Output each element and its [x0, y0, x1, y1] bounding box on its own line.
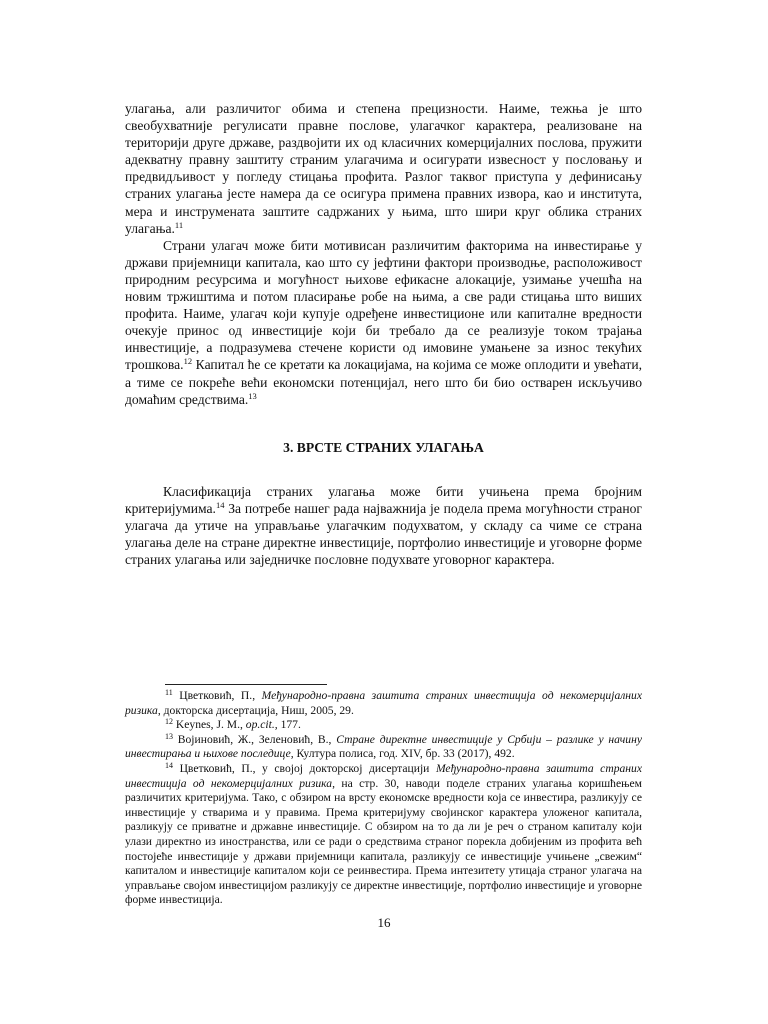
footnote-text: , докторска дисертација, Ниш, 2005, 29. — [157, 703, 354, 717]
footnote-text: Цветковић, П., — [179, 689, 262, 702]
footnote-number: 12 — [165, 717, 173, 727]
footnote-text: , на стр. 30, наводи поделе страних улагања коришћењем различитих критеријума. Тако, с обзиром на врсту економске вредности која се инвестира, разликују се инвестиције у стварима и у правима. Према критеријуму својинског карактера уложеног капитала, разликују се приватне и државне инвестиције. С обзиром на то да ли је реч о страном капиталу који улази директно из иностранства, или се ради о средствима страног порекла добијеним из профита већ постојеће инвестиције у држави пријемници капитала, разликују се инвестиције учињене „свежим“ капиталом и инвестиције капиталом који се реинвестира. Према интезитету утицаја страног улагача на управљање својом инвестицијом разликују се директне инвестиције, портфолио инвестиције и уговорне форме инвестиција. — [125, 776, 642, 907]
footnote-number: 13 — [165, 731, 173, 741]
paragraph-2 — [125, 237, 642, 408]
footnote-12 — [125, 718, 642, 733]
footnote-title: Међународно-правна заштита страних инвестиција од некомерцијалних ризика — [125, 689, 642, 717]
page-number: 16 — [377, 915, 391, 930]
footnote-text: Култура полиса, год. XIV, бр. 33 (2017), 492. — [293, 747, 515, 761]
paragraph-3 — [125, 483, 642, 568]
paragraph-2-text-b: Капитал ће се кретати ка локацијама, на којима се може оплодити и увећати, а тиме се покреће већи економски потенцијал, него што би био остварен искључиво домаћим средствима. — [125, 357, 642, 407]
main-text — [125, 100, 642, 568]
footnote-text: Војиновић, Ж., Зеленовић, В., — [177, 732, 337, 746]
footnote-number: 11 — [165, 688, 173, 697]
footnote-text: Keynes, J. M., — [175, 718, 246, 732]
paragraph-3-text-b: За потребе нашег рада најважнија је подела према могућности страног улагача да утиче на управљање улагачким подухватом, у складу са чиме се страна улагања деле на стране директне инвестиције, портфолио инвестиције и уговорне форме страних улагања или заједничке пословне подухвате уговорног карактера. — [125, 500, 642, 568]
footnote-text: Цветковић, П., у својој докторској дисертацији — [179, 761, 436, 775]
footnote-ref-13[interactable]: 13 — [248, 390, 257, 401]
paragraph-2-text-a: Страни улагач може бити мотивисан различитим факторима на инвестирање у држави пријемници капитала, као што су јефтини фактори производње, расположивост природним ресурсима и могућност њихове ефикасне алокације, узимање учешћа на новим тржиштима и потом пласирање робе на њима, а све ради стицања што виших профита. Наиме, улагач који купује одређене инвестиционе или капиталне вредности очекује принос од инвестиције који би требало да се реализује током трајања инвестиције, а подразумева стечене користи од имовине умањене за износ текућих трошкова. — [125, 237, 642, 373]
footnote-13 — [125, 733, 642, 762]
footnote-title: Стране директне инвестиције у Србији – разлике у начину инвестирања и њихове последице, — [125, 732, 642, 761]
paragraph-3-text-a: Класификација страних улагања може бити учињена према бројним критеријумима. — [125, 483, 642, 516]
footnote-text: 177. — [277, 718, 301, 732]
footnote-14 — [125, 762, 642, 908]
footnote-title: Међународно-правна заштита страних инвестиција од некомерцијалних ризика — [125, 761, 642, 790]
footnote-ref-14[interactable]: 14 — [215, 499, 225, 510]
footnote-separator — [165, 684, 327, 685]
paragraph-1-text: улагања, али различитог обима и степена прецизности. Наиме, тежња је што свеобухватније регулисати правне послове, улагачког карактера, реализоване на територији друге државе, раздвојити их од класичних комерцијалних послова, пружити адекватну правну заштиту страним улагачима и осигурати извесност у пословању и предвидљивост у погледу стицања профита. Разлог таквог приступа у дефинисању страних улагања јесте намера да се осигура примена правних извора, као и института, мера и инструмената заштите садржаних у њима, што шири круг облика страних улагања. — [125, 101, 642, 236]
section-heading: 3. ВРСТЕ СТРАНИХ УЛАГАЊА — [283, 439, 484, 455]
footnote-ref-11[interactable]: 11 — [174, 219, 184, 230]
footnotes — [125, 689, 642, 908]
footnote-ref-12[interactable]: 12 — [183, 356, 193, 367]
footnote-11 — [125, 689, 642, 718]
footnote-title: op.cit., — [245, 718, 278, 732]
paragraph-1 — [125, 100, 642, 237]
footnote-number: 14 — [165, 760, 173, 770]
